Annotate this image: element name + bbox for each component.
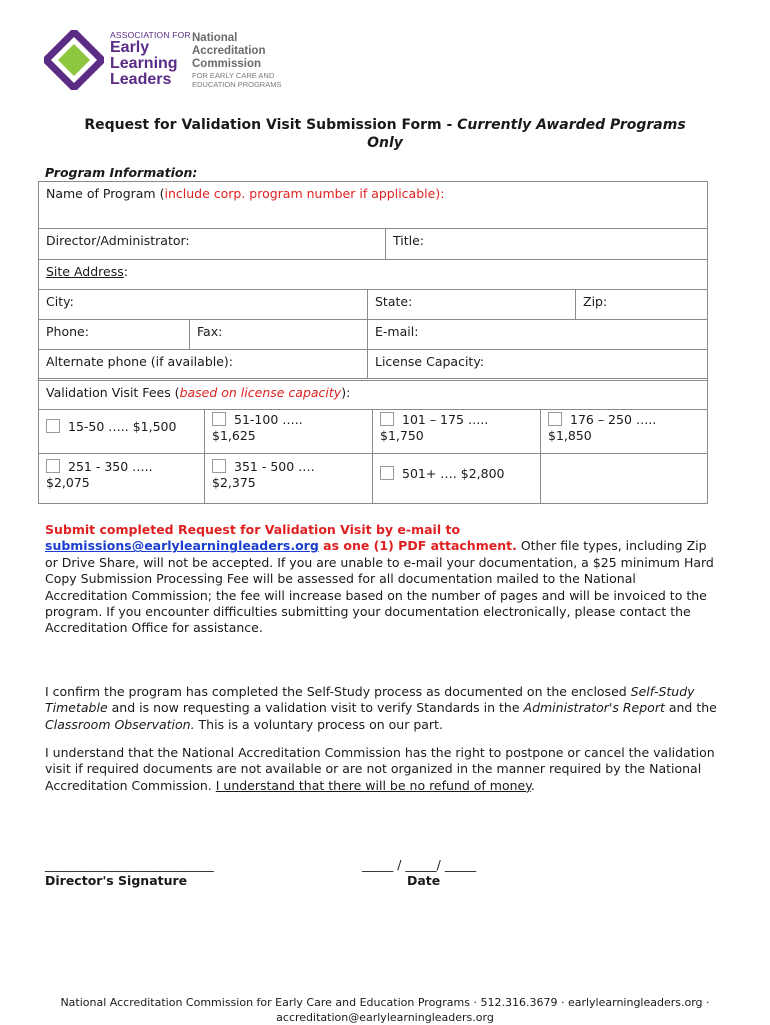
date-line[interactable]: _____ / _____/ _____: [362, 857, 477, 872]
submission-notice: [45, 522, 715, 637]
fees-row-1: [39, 410, 707, 454]
fee-option-label: 351 - 500 ….: [234, 459, 315, 474]
license-capacity-label: License Capacity:: [375, 354, 485, 369]
footer-line-2: accreditation@earlylearningleaders.org: [276, 1011, 494, 1024]
fee-checkbox[interactable]: [212, 459, 226, 473]
program-name-row[interactable]: [39, 182, 707, 229]
program-name-label: Name of Program (: [46, 186, 165, 201]
director-label: Director/Administrator:: [46, 233, 190, 248]
fee-checkbox[interactable]: [548, 412, 562, 426]
fee-checkbox[interactable]: [380, 412, 394, 426]
confirm-italic-timetable: Self-Study Timetable: [45, 684, 695, 716]
email-field[interactable]: [367, 320, 707, 349]
fee-option-15-50[interactable]: [39, 410, 204, 453]
fee-empty-cell: [540, 454, 707, 503]
understand-text: I understand that the National Accreditation Commission has the right to postpone or cancel the validation visit if required documents are not available or are not organized in the manner required by the National Accreditation Commission.: [45, 745, 715, 793]
diamond-logo-icon: [44, 30, 104, 90]
fees-header: [39, 381, 707, 409]
fax-label: Fax:: [197, 324, 223, 339]
director-row: [39, 229, 707, 260]
fee-checkbox[interactable]: [46, 419, 60, 433]
license-capacity-field[interactable]: [367, 350, 707, 378]
fee-option-351-500[interactable]: [204, 454, 372, 503]
logo-commission-text: Commission: [192, 58, 262, 70]
fee-option-51-100[interactable]: [204, 410, 372, 453]
site-address-colon: :: [123, 264, 128, 279]
form-title-italic: Currently Awarded Programs: [457, 117, 686, 133]
fees-row-2: [39, 454, 707, 503]
program-info-table: [38, 181, 708, 504]
footer-line-1: National Accreditation Commission for Early Care and Education Programs · 512.316.3679 · earlylearningleaders.org ·: [60, 996, 710, 1009]
program-name-hint: include corp. program number if applicable: [164, 186, 436, 201]
fees-header-row: [39, 381, 707, 410]
no-refund-text: I understand that there will be no refund of money: [215, 777, 531, 793]
fees-hint: based on license capacity: [179, 385, 342, 400]
city-row: [39, 290, 707, 320]
zip-field[interactable]: [575, 290, 707, 319]
confirm-italic-observation: Classroom Observation.: [45, 716, 195, 732]
logo-leaders-text: Leaders: [110, 71, 172, 88]
confirm-text-c: and the: [664, 700, 717, 716]
phone-row: [39, 320, 707, 350]
fax-field[interactable]: [189, 320, 367, 349]
fee-option-501-plus[interactable]: [372, 454, 540, 503]
aell-wordmark: [110, 30, 191, 88]
email-label: E-mail:: [375, 324, 419, 339]
logo-national-text: National: [192, 32, 238, 44]
fee-option-price: $1,750: [380, 428, 424, 443]
fee-option-label: 176 – 250 …..: [570, 412, 657, 427]
state-label: State:: [375, 294, 413, 309]
confirm-text-d: This is a voluntary process on our part.: [194, 716, 443, 732]
alt-phone-field[interactable]: [39, 350, 367, 378]
fee-checkbox[interactable]: [380, 466, 394, 480]
fees-label: Validation Visit Fees (: [46, 385, 180, 400]
nac-wordmark: [192, 32, 281, 89]
fee-option-label: 15-50 ….. $1,500: [68, 419, 177, 434]
logo-early-text: Early: [110, 39, 150, 56]
confirm-italic-report: Administrator's Report: [523, 700, 665, 716]
notice-red-text: Submit completed Request for Validation Visit by e-mail to: [45, 522, 461, 537]
organization-logo: [44, 28, 294, 100]
fee-option-101-175[interactable]: [372, 410, 540, 453]
understand-end: .: [530, 777, 535, 793]
zip-label: Zip:: [583, 294, 608, 309]
confirm-text-b: and is now requesting a validation visit to verify Standards in the: [107, 700, 524, 716]
fee-option-label: 501+ …. $2,800: [402, 466, 505, 481]
form-title-main: Request for Validation Visit Submission Form -: [84, 117, 458, 133]
fee-option-176-250[interactable]: [540, 410, 707, 453]
logo-sub-text-1: FOR EARLY CARE AND: [192, 71, 275, 80]
program-info-heading: Program Information:: [45, 165, 198, 180]
confirm-paragraph: [45, 684, 717, 733]
confirm-text-a: I confirm the program has completed the Self-Study process as documented on the enclosed: [45, 684, 631, 699]
fee-option-label: 51-100 …..: [234, 412, 303, 427]
phone-field[interactable]: [39, 320, 189, 349]
fee-option-price: $1,625: [212, 428, 256, 443]
title-field[interactable]: [385, 229, 707, 259]
fee-option-price: $1,850: [548, 428, 592, 443]
site-address-row: [39, 260, 707, 290]
alt-phone-row: [39, 350, 707, 381]
fee-checkbox[interactable]: [212, 412, 226, 426]
form-title: [44, 116, 726, 152]
phone-label: Phone:: [46, 324, 89, 339]
site-address-field[interactable]: [39, 260, 707, 289]
logo-assoc-text: ASSOCIATION FOR: [110, 30, 191, 40]
fee-option-label: 251 - 350 …..: [68, 459, 153, 474]
fee-option-price: $2,375: [212, 475, 256, 490]
logo-learning-text: Learning: [110, 55, 178, 72]
understand-paragraph: [45, 745, 717, 794]
logo-accreditation-text: Accreditation: [192, 45, 266, 57]
notice-body: Other file types, including Zip or Drive Share, will not be accepted. If you are unable to e-mail your documentation, a $25 minimum Hard Copy Submission Processing Fee will be assessed for all documentation mailed to the National Accreditation Commission; the fee will increase based on the number of pages and will be invoiced to the program. If you encounter difficulties submitting your documentation electronically, please contact the Accreditation Office for assistance.: [45, 538, 714, 636]
signature-label: Director's Signature: [45, 873, 188, 888]
alt-phone-label: Alternate phone (if available):: [46, 354, 234, 369]
form-title-italic-2: Only: [367, 135, 403, 151]
fee-option-251-350[interactable]: [39, 454, 204, 503]
notice-red-tail: as one (1) PDF attachment.: [318, 538, 517, 554]
title-label: Title:: [393, 233, 424, 248]
city-label: City:: [46, 294, 74, 309]
fee-option-price: $2,075: [46, 475, 90, 490]
site-address-label: Site Address: [46, 264, 124, 279]
page-footer: [20, 995, 750, 1025]
date-label: Date: [407, 873, 441, 888]
city-field[interactable]: [39, 290, 367, 319]
fees-label-end: ):: [341, 385, 351, 400]
logo-sub-text-2: EDUCATION PROGRAMS: [192, 80, 282, 89]
program-name-label-end: ):: [435, 186, 445, 201]
program-name-field[interactable]: [39, 182, 707, 228]
signature-line[interactable]: ___________________________: [45, 857, 214, 872]
fee-checkbox[interactable]: [46, 459, 60, 473]
submission-email-link[interactable]: submissions@earlylearningleaders.org: [45, 538, 319, 554]
state-field[interactable]: [367, 290, 575, 319]
director-field[interactable]: [39, 229, 385, 259]
fee-option-label: 101 – 175 …..: [402, 412, 489, 427]
